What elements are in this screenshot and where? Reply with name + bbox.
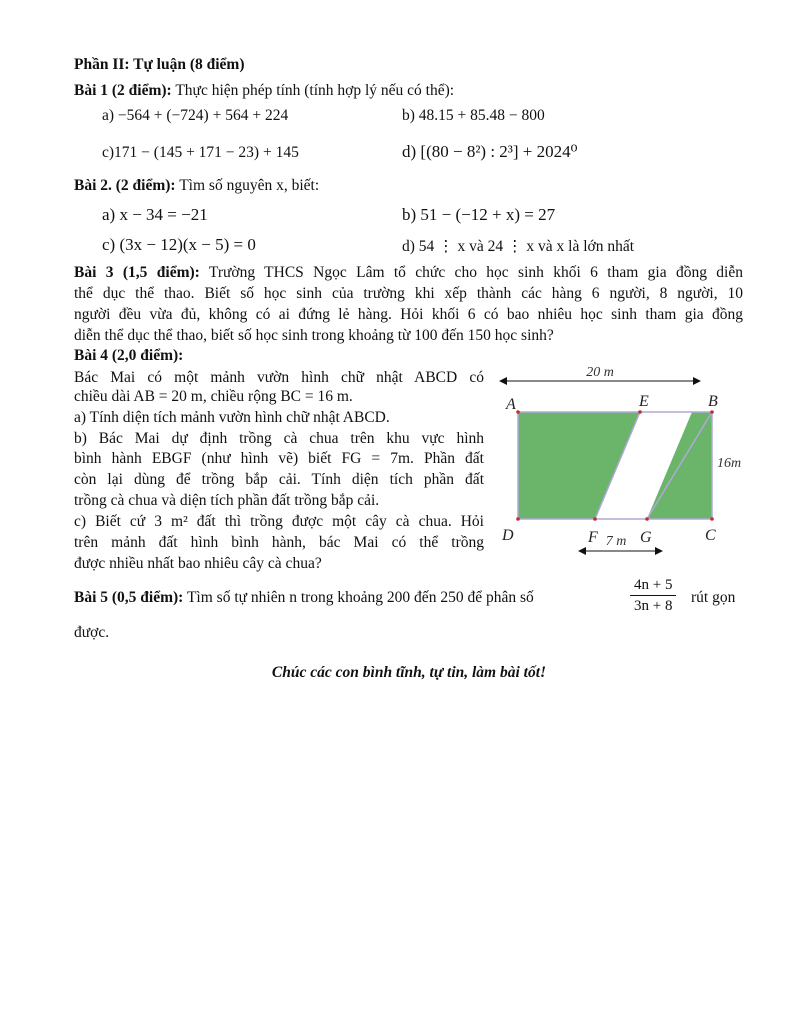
q1-text: Thực hiện phép tính (tính hợp lý nếu có thể): <box>171 82 455 99</box>
q4-line-7: trồng cà chua và diện tích phần đất trồng bắp cải. <box>74 492 380 509</box>
q4-line-5: bình hành EBGF (như hình vẽ) biết FG = 7m. Phần đất <box>74 450 484 467</box>
q1-part-a: a) −564 + (−724) + 564 + 224 <box>102 107 289 124</box>
q5-statement <box>74 589 534 607</box>
q2-statement <box>74 177 319 195</box>
vertex-e <box>638 410 642 414</box>
label-c: C <box>705 527 716 544</box>
q1-part-c: c)171 − (145 + 171 − 23) + 145 <box>102 144 299 161</box>
q5-numerator: 4n + 5 <box>630 575 676 596</box>
q4-heading: Bài 4 (2,0 điểm): <box>74 347 184 364</box>
q1-part-d: d) [(80 − 8²) : 2³] + 2024⁰ <box>402 142 578 161</box>
q3-line-1: Bài 3 (1,5 điểm): Trường THCS Ngọc Lâm tổ chức cho học sinh khối 6 tham gia đồng diễn <box>74 264 743 281</box>
q4-line-9: trên mảnh đất hình bình hành, bác Mai có thể trồng <box>74 534 484 551</box>
label-e: E <box>639 393 649 410</box>
vertex-c <box>710 517 714 521</box>
top-dimension-label: 20 m <box>586 365 614 380</box>
garden-figure <box>492 362 742 562</box>
q2-heading: Bài 2. (2 điểm): <box>74 177 176 194</box>
q4-line-1: Bác Mai có một mảnh vườn hình chữ nhật ABCD có <box>74 369 484 386</box>
label-g: G <box>640 529 652 546</box>
q1-statement <box>74 82 454 100</box>
q3-heading: Bài 3 (1,5 điểm): <box>74 264 200 281</box>
label-a: A <box>506 396 516 413</box>
q4-line-8: c) Biết cứ 3 m² đất thì trồng được một cây cà chua. Hỏi <box>74 513 484 530</box>
q5-text-after: rút gọn <box>691 589 736 606</box>
label-f: F <box>588 529 598 546</box>
q4-line-2: chiều dài AB = 20 m, chiều rộng BC = 16 m. <box>74 388 353 405</box>
label-b: B <box>708 393 718 410</box>
vertex-d <box>516 517 520 521</box>
section-title: Phần II: Tự luận (8 điểm) <box>74 56 245 73</box>
q4-line-4: b) Bác Mai dự định trồng cà chua trên khu vực hình <box>74 430 484 447</box>
vertex-g <box>645 517 649 521</box>
q2-part-c: c) (3x − 12)(x − 5) = 0 <box>102 235 256 254</box>
vertex-f <box>593 517 597 521</box>
q2-text: Tìm số nguyên x, biết: <box>175 177 320 194</box>
side-dimension-label: 16m <box>717 456 742 471</box>
label-d: D <box>502 527 514 544</box>
q4-line-3: a) Tính diện tích mảnh vườn hình chữ nhật ABCD. <box>74 409 390 426</box>
q5-heading: Bài 5 (0,5 điểm): <box>74 589 184 606</box>
q2-part-d: d) 54 ⋮ x và 24 ⋮ x và x là lớn nhất <box>402 238 635 255</box>
vertex-a <box>516 410 520 414</box>
q5-continuation: được. <box>74 624 110 641</box>
q2-part-a: a) x − 34 = −21 <box>102 205 208 224</box>
q1-heading: Bài 1 (2 điểm): <box>74 82 172 99</box>
bottom-dimension-label: 7 m <box>605 534 627 549</box>
q5-text: Tìm số tự nhiên n trong khoảng 200 đến 250 để phân số <box>183 589 534 606</box>
q5-denominator: 3n + 8 <box>634 598 673 614</box>
closing-message: Chúc các con bình tĩnh, tự tin, làm bài tốt! <box>271 664 547 681</box>
q2-part-b: b) 51 − (−12 + x) = 27 <box>402 205 556 224</box>
q4-line-6: còn lại dùng để trồng bắp cải. Tính diện tích phần đất <box>74 471 484 488</box>
q3-line-4: diễn thể dục thể thao, biết số học sinh trong khoảng từ 100 đến 150 học sinh? <box>74 327 554 344</box>
q1-part-b: b) 48.15 + 85.48 − 800 <box>402 107 545 124</box>
vertex-b <box>710 410 714 414</box>
q3-line-2: thể dục thể thao. Biết số học sinh của trường khi xếp thành các hàng 6 người, 8 người, 10 <box>74 285 743 302</box>
q4-line-10: được nhiều nhất bao nhiêu cây cà chua? <box>74 555 322 572</box>
q5-fraction <box>630 575 676 616</box>
q3-line-3: người đều vừa đủ, không có ai đứng lẻ hàng. Hỏi khối 6 có bao nhiêu học sinh tham gia đồng <box>74 306 743 323</box>
